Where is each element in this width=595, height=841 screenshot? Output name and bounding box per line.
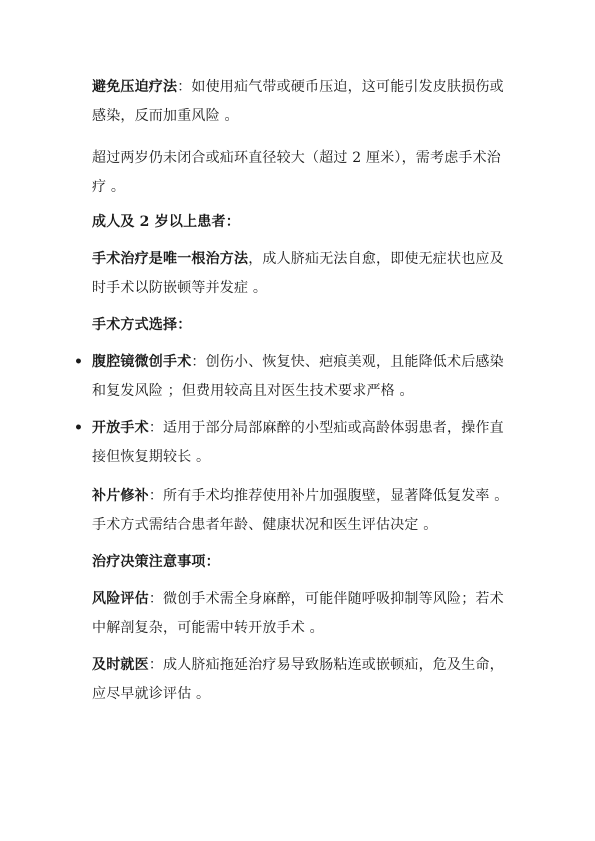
paragraph-text: 超过两岁仍未闭合或疝环直径较大（超过 2 厘米），需考虑手术治疗 。 bbox=[92, 150, 502, 195]
paragraph-text: ：所有手术均推荐使用补片加强腹壁，显著降低复发率 。手术方式需结合患者年龄、健康状况和医生评估决定 。 bbox=[92, 488, 509, 533]
term-surgery-only-cure: 手术治疗是唯一根治方法 bbox=[92, 251, 249, 267]
term-mesh-repair: 补片修补 bbox=[92, 488, 149, 504]
term-laparoscopic: 腹腔镜微创手术 bbox=[92, 354, 192, 370]
paragraph-timely-care bbox=[92, 651, 510, 709]
paragraph-surgery-indication bbox=[92, 144, 510, 202]
term-timely-care: 及时就医 bbox=[92, 657, 149, 673]
paragraph-avoid-compression bbox=[92, 73, 510, 131]
bullet-marker: • bbox=[74, 420, 83, 436]
list-item-text: ：创伤小、恢复快、疤痕美观，且能降低术后感染和复发风险 ；但费用较高且对医生技术要求严格 。 bbox=[92, 354, 504, 399]
heading-decision-notes: 治疗决策注意事项： bbox=[92, 554, 220, 570]
term-risk-assessment: 风险评估 bbox=[92, 591, 149, 607]
term-open-surgery: 开放手术 bbox=[92, 420, 149, 436]
term-avoid-compression: 避免压迫疗法 bbox=[92, 79, 178, 95]
list-item-open-surgery bbox=[92, 414, 510, 472]
paragraph-mesh-repair bbox=[92, 482, 510, 540]
bullet-marker: • bbox=[74, 354, 83, 370]
paragraph-text: ，成人脐疝无法自愈，即使无症状也应及时手术以防嵌顿等并发症 。 bbox=[92, 251, 504, 296]
list-item-laparoscopic bbox=[92, 348, 510, 406]
paragraph-text: ：成人脐疝拖延治疗易导致肠粘连或嵌顿疝，危及生命，应尽早就诊评估 。 bbox=[92, 657, 504, 702]
heading-surgery-methods: 手术方式选择： bbox=[92, 317, 192, 333]
heading-adults: 成人及 2 岁以上患者： bbox=[92, 214, 240, 230]
paragraph-text: ：如使用疝气带或硬币压迫，这可能引发皮肤损伤或感染，反而加重风险 。 bbox=[92, 79, 504, 124]
paragraph-surgery-only-cure bbox=[92, 245, 510, 303]
list-item-text: ：适用于部分局部麻醉的小型疝或高龄体弱患者，操作直接但恢复期较长 。 bbox=[92, 420, 504, 465]
paragraph-risk-assessment bbox=[92, 585, 510, 643]
paragraph-text: ：微创手术需全身麻醉，可能伴随呼吸抑制等风险；若术中解剖复杂，可能需中转开放手术 。 bbox=[92, 591, 504, 636]
